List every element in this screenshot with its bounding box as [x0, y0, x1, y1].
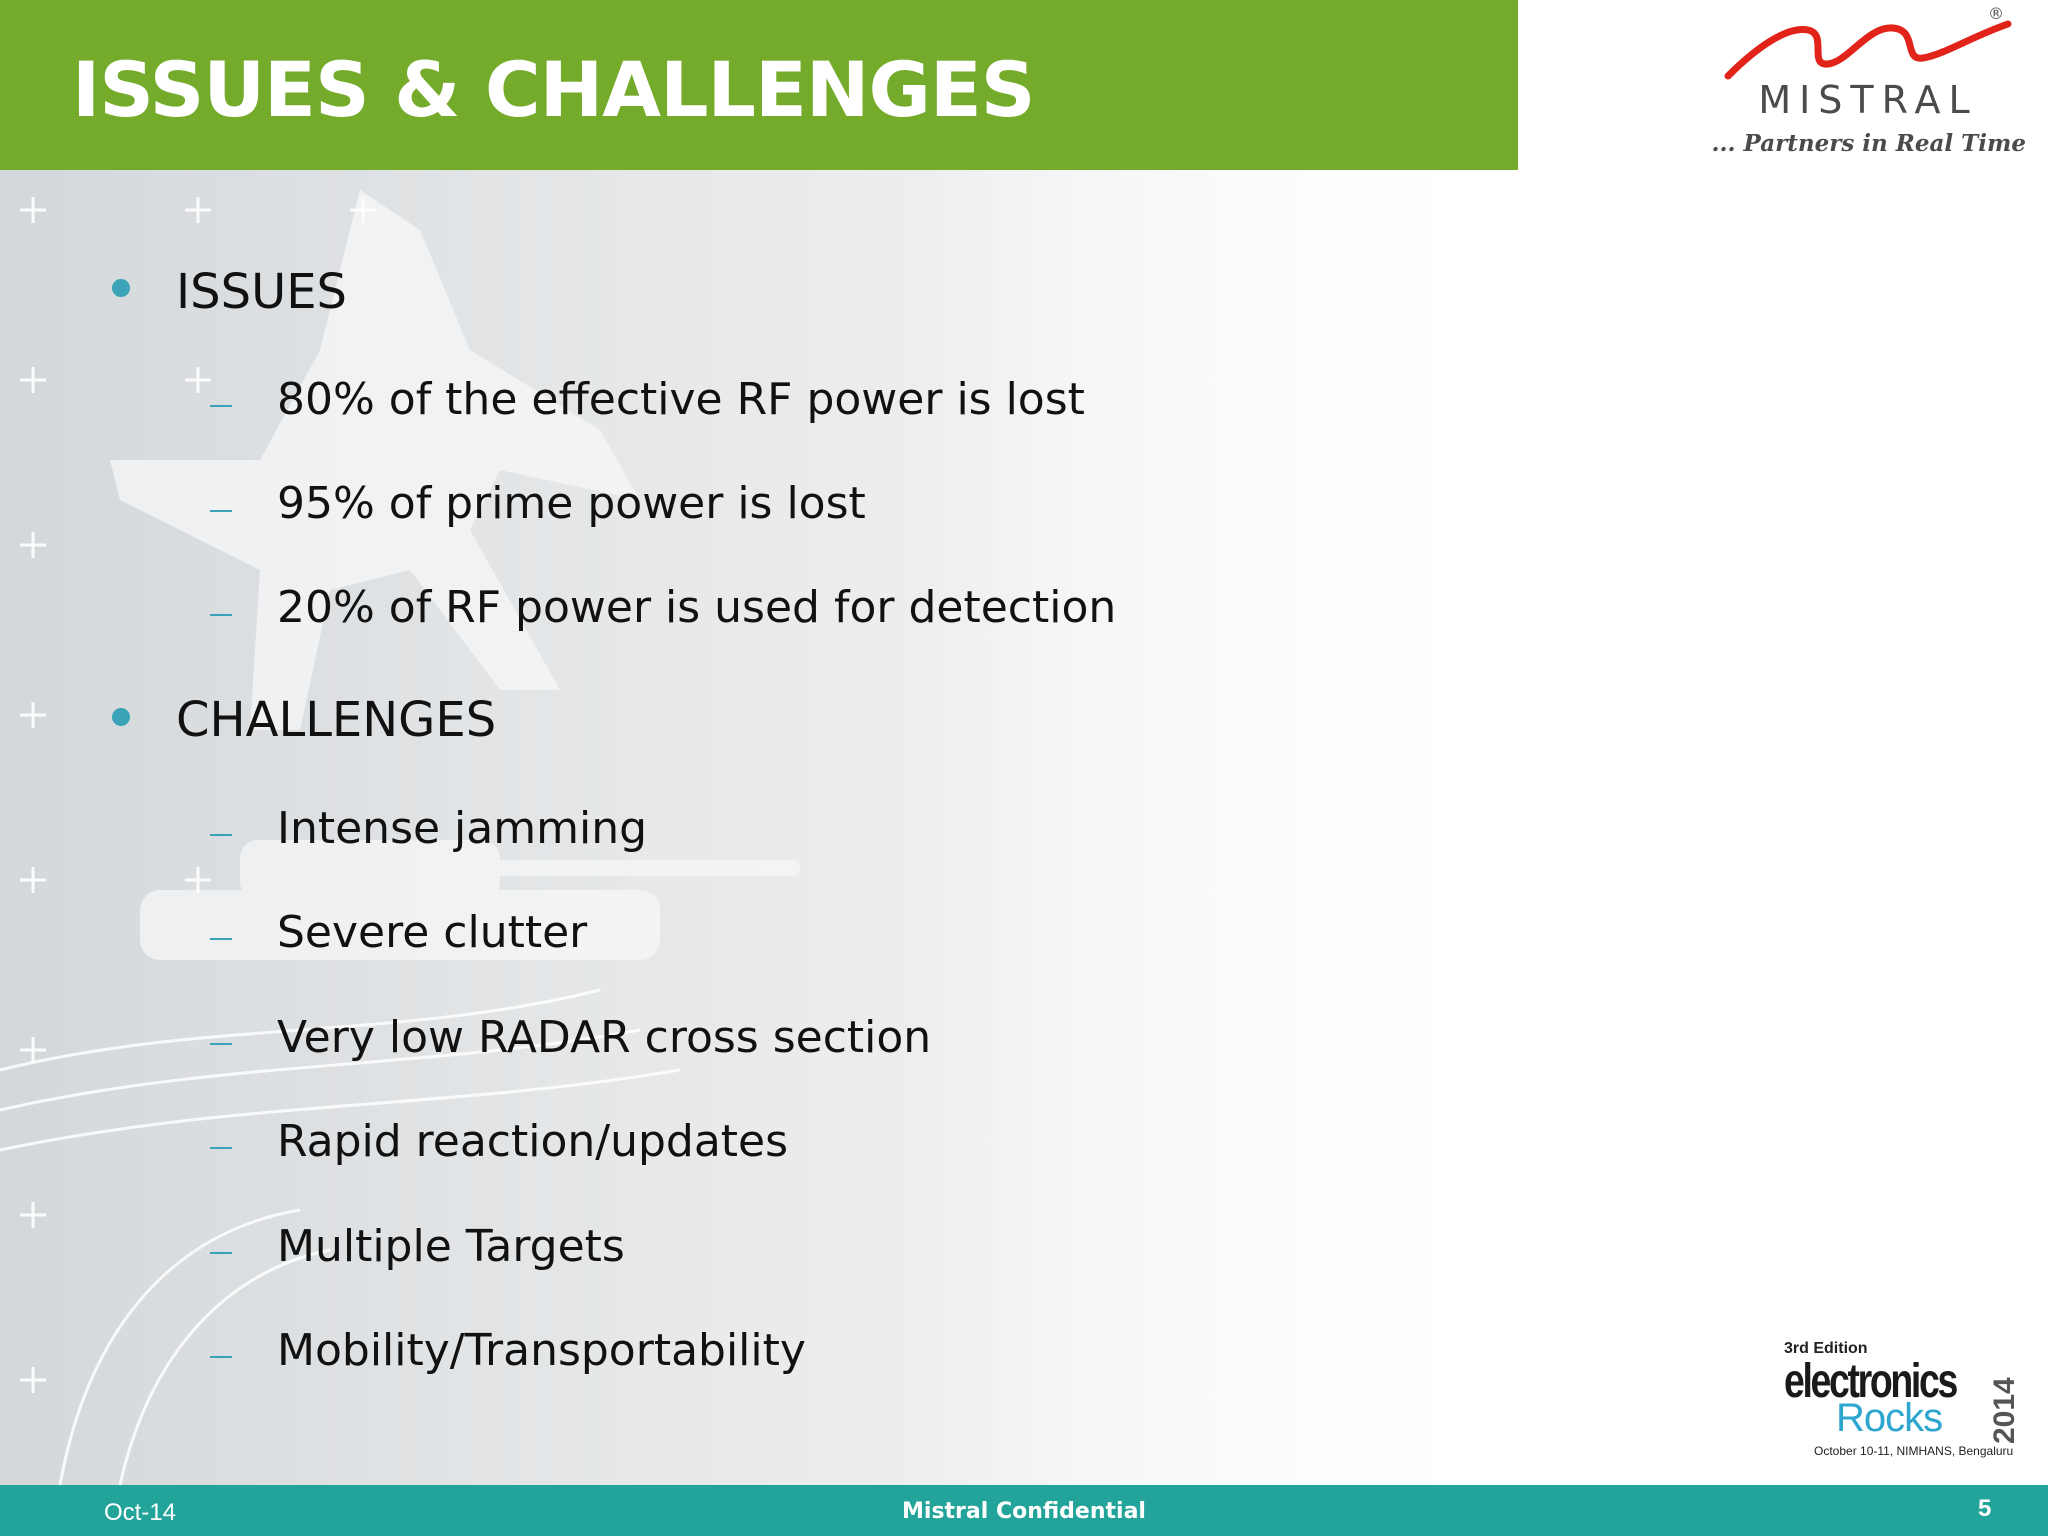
- slide-footer: [0, 1485, 2048, 1536]
- list-item: Very low RADAR cross section: [277, 1012, 932, 1063]
- event-logo: [1784, 1340, 2024, 1460]
- bullet-icon: [112, 279, 130, 297]
- registered-mark: ®: [1988, 4, 2004, 23]
- event-word-rocks: Rocks: [1836, 1396, 1943, 1440]
- list-item: 80% of the effective RF power is lost: [277, 374, 1085, 425]
- footer-date: Oct-14: [104, 1499, 177, 1526]
- list-item: Mobility/Transportability: [277, 1325, 806, 1376]
- mistral-logo: [1518, 0, 2048, 170]
- svg-text:2014: 2014: [1988, 1377, 2021, 1444]
- event-dates: October 10-11, NIMHANS, Bengaluru: [1814, 1444, 2014, 1458]
- slide-title: ISSUES & CHALLENGES: [72, 45, 1035, 134]
- list-item: 20% of RF power is used for detection: [277, 582, 1117, 633]
- dash-icon: [210, 405, 232, 407]
- dash-icon: [210, 1043, 232, 1045]
- section-heading-issues: ISSUES: [176, 264, 348, 320]
- bullet-icon: [112, 708, 130, 726]
- page-number: 5: [1978, 1495, 1992, 1522]
- dash-icon: [210, 614, 232, 616]
- list-item: 95% of prime power is lost: [277, 478, 866, 529]
- dash-icon: [210, 938, 232, 940]
- section-heading-challenges: CHALLENGES: [176, 692, 497, 748]
- event-word-electronics: electronics: [1784, 1355, 1956, 1408]
- dash-icon: [210, 1252, 232, 1254]
- list-item: Intense jamming: [277, 803, 648, 854]
- logo-tagline: ... Partners in Real Time: [1711, 130, 2026, 157]
- dash-icon: [210, 834, 232, 836]
- dash-icon: [210, 1356, 232, 1358]
- dash-icon: [210, 510, 232, 512]
- list-item: Rapid reaction/updates: [277, 1116, 789, 1167]
- logo-wordmark: MISTRAL: [1758, 78, 1978, 122]
- event-year: [1988, 1348, 2021, 1448]
- event-edition: 3rd Edition: [1784, 1340, 1868, 1357]
- footer-confidential: Mistral Confidential: [902, 1499, 1146, 1524]
- dash-icon: [210, 1147, 232, 1149]
- background-watermark: [0, 170, 1520, 1485]
- list-item: Severe clutter: [277, 907, 588, 958]
- list-item: Multiple Targets: [277, 1221, 625, 1272]
